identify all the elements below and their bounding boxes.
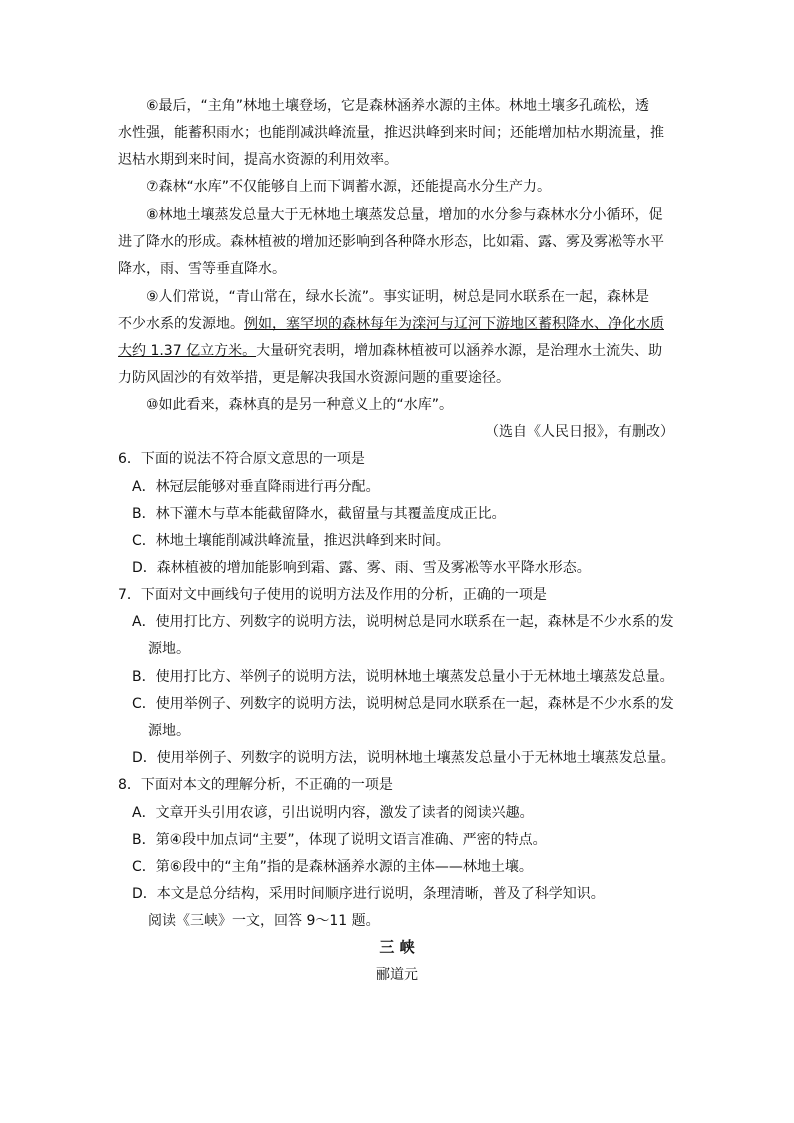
question-7-option-a: A．使用打比方、列数字的说明方法，说明树总是同水联系在一起，森林是不少水系的发: [132, 614, 674, 630]
paragraph-9-line: 力防风固沙的有效举措，更是解决我国水资源问题的重要途径。: [118, 370, 510, 386]
reading-author: 郦道元: [376, 967, 418, 983]
question-8-stem: 8．下面对本文的理解分析，不正确的一项是: [118, 777, 393, 793]
paragraph-9-text: 大量研究表明，增加森林植被可以涵养水源，是治理水土流失、助: [256, 343, 663, 359]
question-7-option-c: C．使用举例子、列数字的说明方法，说明树总是同水联系在一起，森林是不少水系的发: [132, 696, 674, 712]
paragraph-6-line: 迟枯水期到来时间，提高水资源的利用效率。: [118, 152, 398, 168]
question-7-option-c-cont: 源地。: [148, 723, 190, 739]
reading-title: 三 峡: [379, 938, 415, 956]
paragraph-8-line: 降水，雨、雪等垂直降水。: [118, 261, 286, 277]
question-6-stem: 6．下面的说法不符合原文意思的一项是: [118, 451, 365, 467]
question-8-option-a: A．文章开头引用农谚，引出说明内容，激发了读者的阅读兴趣。: [132, 805, 534, 821]
paragraph-10: ⑩如此看来，森林真的是另一种意义上的“水库”。: [146, 397, 454, 413]
paragraph-6-line: ⑥最后，“主角”林地土壤登场，它是森林涵养水源的主体。林地土壤多孔疏松，透: [146, 98, 650, 114]
paragraph-9-text: 不少水系的发源地。: [118, 316, 244, 332]
reading-instruction: 阅读《三峡》一文，回答 9～11 题。: [148, 913, 380, 929]
paragraph-6-line: 水性强，能蓄积雨水；也能削减洪峰流量，推迟洪峰到来时间；还能增加枯水期流量，推: [118, 125, 664, 141]
question-7-option-b: B．使用打比方、举例子的说明方法，说明林地土壤蒸发总量小于无林地土壤蒸发总量。: [132, 669, 674, 685]
paragraph-8-line: ⑧林地土壤蒸发总量大于无林地土壤蒸发总量，增加的水分参与森林水分小循环，促: [146, 207, 663, 223]
paragraph-8-line: 进了降水的形成。森林植被的增加还影响到各种降水形态，比如霜、露、雾及雾凇等水平: [118, 234, 664, 250]
underlined-sentence: 例如，塞罕坝的森林每年为滦河与辽河下游地区蓄积降水、净化水质: [244, 316, 664, 332]
question-7-option-a-cont: 源地。: [148, 641, 190, 657]
question-7-option-d: D．使用举例子、列数字的说明方法，说明林地土壤蒸发总量小于无林地土壤蒸发总量。: [132, 750, 675, 766]
paragraph-9-line: ⑨人们常说，“青山常在，绿水长流”。事实证明，树总是同水联系在一起，森林是: [146, 289, 650, 305]
question-8-option-b: B．第④段中加点词“主要”，体现了说明文语言准确、严密的特点。: [132, 832, 547, 848]
paragraph-7: ⑦森林“水库”不仅能够自上而下调蓄水源，还能提高水分生产力。: [146, 179, 552, 195]
question-8-option-c: C．第⑥段中的“主角”指的是森林涵养水源的主体——林地土壤。: [132, 859, 533, 875]
question-8-option-d: D．本文是总分结构，采用时间顺序进行说明，条理清晰，普及了科学知识。: [132, 886, 605, 902]
question-6-option-c: C．林地土壤能削减洪峰流量，推迟洪峰到来时间。: [132, 533, 450, 549]
source-citation: （选自《人民日报》，有删改）: [485, 424, 674, 440]
question-6-option-d: D．森林植被的增加能影响到霜、露、雾、雨、雪及雾凇等水平降水形态。: [132, 560, 591, 576]
question-6-option-a: A．林冠层能够对垂直降雨进行再分配。: [132, 479, 380, 495]
question-7-stem: 7．下面对文中画线句子使用的说明方法及作用的分析，正确的一项是: [118, 587, 547, 603]
paragraph-9-line: [118, 338, 674, 365]
paragraph-9-line: [118, 311, 674, 338]
underlined-sentence: 大约 1.37 亿立方米。: [118, 343, 257, 359]
question-6-option-b: B．林下灌木与草本能截留降水，截留量与其覆盖度成正比。: [132, 506, 506, 522]
